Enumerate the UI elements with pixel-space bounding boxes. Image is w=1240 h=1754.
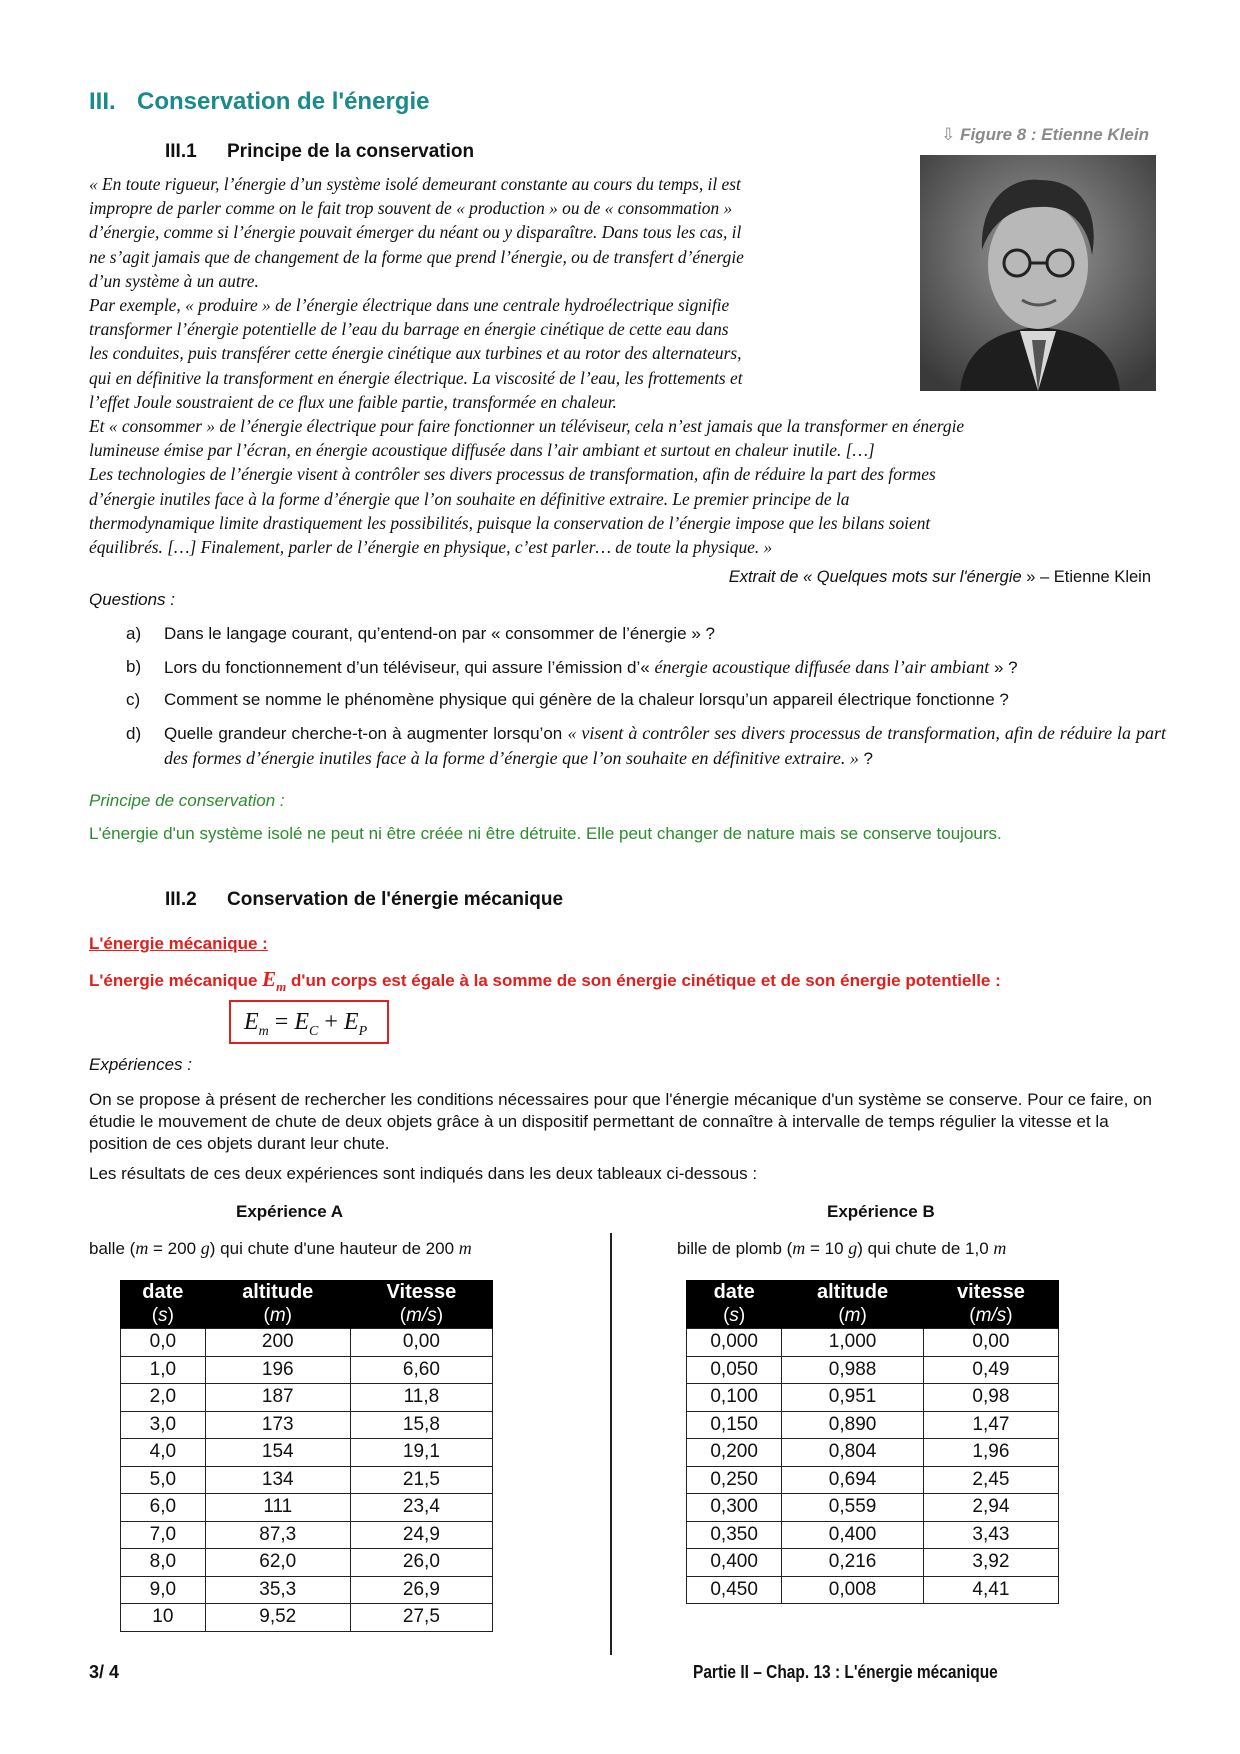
table-cell: 15,8 — [350, 1411, 492, 1439]
table-row — [687, 1494, 1059, 1522]
table-row — [121, 1411, 493, 1439]
formula-term1-sub: C — [309, 1023, 319, 1039]
mech-symbol-letter: E — [262, 967, 277, 991]
experience-a-description — [89, 1238, 472, 1259]
section-title-text: Conservation de l'énergie — [137, 88, 430, 115]
unit-text: m/s — [975, 1305, 1007, 1326]
table-row — [121, 1466, 493, 1494]
table-row — [121, 1356, 493, 1384]
formula-plus: + — [318, 1009, 344, 1035]
mech-symbol-sub: m — [276, 979, 287, 995]
table-cell: 0,890 — [782, 1411, 924, 1439]
quote-line: l’effet Joule soustraient de ce flux une faible partie, transformée en chaleur. — [89, 391, 617, 412]
quote-line: qui en définitive la transforment en énergie électrique. La viscosité de l’eau, les frottements et — [89, 367, 743, 388]
desc-unit-g: g — [200, 1238, 210, 1258]
desc-part: bille de plomb ( — [677, 1239, 793, 1258]
portrait-image-icon — [920, 155, 1156, 391]
experience-b-rows — [687, 1329, 1059, 1604]
table-cell: 10 — [121, 1604, 206, 1632]
desc-unit-g: g — [848, 1238, 858, 1258]
table-cell: 1,0 — [121, 1356, 206, 1384]
down-arrow-icon: ⇩ — [941, 125, 956, 144]
table-cell: 0,300 — [687, 1494, 782, 1522]
quote-line: d’un système à un autre. — [89, 270, 259, 291]
table-cell: 1,47 — [923, 1411, 1058, 1439]
section-number: III. — [89, 88, 116, 115]
column-unit: (m/s) — [923, 1304, 1058, 1329]
table-cell: 7,0 — [121, 1521, 206, 1549]
column-header: altitude — [782, 1280, 924, 1304]
quote-line: équilibrés. […] Finalement, parler de l’énergie en physique, c’est parler… de toute la physique. » — [89, 537, 773, 558]
table-cell: 0,694 — [782, 1466, 924, 1494]
table-cell: 6,0 — [121, 1494, 206, 1522]
table-cell: 3,92 — [923, 1549, 1058, 1577]
table-cell: 196 — [205, 1356, 350, 1384]
question-italic: énergie acoustique diffusée dans l’air ambiant — [654, 657, 990, 677]
table-cell: 5,0 — [121, 1466, 206, 1494]
quote-line: thermodynamique limite drastiquement les possibilités, puisque la conservation de l’énergie impose que les bilans soient — [89, 512, 931, 533]
table-cell: 21,5 — [350, 1466, 492, 1494]
table-cell: 0,350 — [687, 1521, 782, 1549]
table-cell: 9,52 — [205, 1604, 350, 1632]
quote-line: transformer l’énergie potentielle de l’eau du barrage en énergie cinétique de cette eau dans — [89, 319, 729, 340]
table-cell: 2,45 — [923, 1466, 1058, 1494]
table-cell: 0,559 — [782, 1494, 924, 1522]
formula-lhs: E — [244, 1009, 259, 1035]
principle-label: Principe de conservation : — [89, 791, 285, 810]
table-row — [687, 1329, 1059, 1357]
experiences-label: Expériences : — [89, 1055, 192, 1074]
table-cell: 62,0 — [205, 1549, 350, 1577]
quote-line: Par exemple, « produire » de l’énergie électrique dans une centrale hydroélectrique signifie — [89, 295, 730, 316]
table-row — [121, 1576, 493, 1604]
table-row — [121, 1329, 493, 1357]
table-cell: 0,00 — [923, 1329, 1058, 1357]
experience-b-table — [686, 1280, 1059, 1604]
table-cell: 0,988 — [782, 1356, 924, 1384]
question-text: Comment se nomme le phénomène physique qui génère de la chaleur lorsqu’un appareil électrique fonctionne ? — [164, 690, 1009, 709]
column-divider — [610, 1233, 612, 1655]
question-letter: b) — [126, 657, 142, 676]
subsection-number: III.1 — [165, 141, 197, 162]
question-b — [126, 655, 1166, 680]
table-cell: 35,3 — [205, 1576, 350, 1604]
quote-line: d’énergie, comme si l’énergie pouvait émerger du néant ou y disparaître. Dans tous les cas, il — [89, 222, 742, 243]
mech-formula-box — [229, 1000, 389, 1044]
portrait-photo — [920, 155, 1156, 391]
subsection-title-2 — [165, 889, 563, 911]
table-row — [121, 1604, 493, 1632]
table-cell: 1,96 — [923, 1439, 1058, 1467]
formula-term2: E — [343, 1009, 359, 1035]
table-cell: 0,450 — [687, 1576, 782, 1604]
table-cell: 0,0 — [121, 1329, 206, 1357]
column-unit: (m) — [205, 1304, 350, 1329]
table-cell: 0,49 — [923, 1356, 1058, 1384]
table-cell: 173 — [205, 1411, 350, 1439]
question-text: Lors du fonctionnement d’un téléviseur, qui assure l’émission d’« — [164, 658, 655, 677]
desc-part: ) qui chute d'une hauteur de 200 — [209, 1239, 459, 1258]
unit-text: s — [158, 1305, 168, 1326]
desc-part: balle ( — [89, 1239, 136, 1258]
questions-label: Questions : — [89, 590, 175, 609]
table-cell: 200 — [205, 1329, 350, 1357]
desc-unit-m: m — [993, 1238, 1007, 1258]
quote-wide — [89, 414, 1155, 559]
table-cell: 0,951 — [782, 1384, 924, 1412]
unit-text: s — [729, 1305, 739, 1326]
desc-part: ) qui chute de 1,0 — [857, 1239, 994, 1258]
column-unit: (m) — [782, 1304, 924, 1329]
formula-term1: E — [294, 1009, 310, 1035]
quote-narrow — [89, 172, 876, 414]
table-row — [687, 1439, 1059, 1467]
source-title: Quelques mots sur l'énergie — [816, 568, 1022, 586]
mech-symbol — [262, 967, 287, 995]
table-row — [687, 1521, 1059, 1549]
table-cell: 0,008 — [782, 1576, 924, 1604]
formula-equals: = — [268, 1009, 295, 1035]
mech-def-a: L'énergie mécanique — [89, 971, 263, 990]
table-cell: 0,200 — [687, 1439, 782, 1467]
question-letter: d) — [126, 724, 142, 743]
quote-source — [729, 568, 1151, 587]
quote-line: Et « consommer » de l’énergie électrique pour faire fonctionner un téléviseur, cela n’est jamais que la transformer en énergie — [89, 416, 965, 436]
desc-mass-symbol: m — [792, 1238, 806, 1258]
table-cell: 8,0 — [121, 1549, 206, 1577]
table-cell: 6,60 — [350, 1356, 492, 1384]
subsection-title-1 — [165, 141, 474, 163]
formula-lhs-sub: m — [258, 1023, 269, 1039]
table-row — [687, 1356, 1059, 1384]
formula-term2-sub: P — [358, 1023, 368, 1039]
column-unit: (m/s) — [350, 1304, 492, 1329]
experiences-paragraph-2: Les résultats de ces deux expériences sont indiqués dans les deux tableaux ci-dessous : — [89, 1164, 758, 1183]
experience-b-description — [677, 1238, 1006, 1259]
table-cell: 4,0 — [121, 1439, 206, 1467]
question-end: » ? — [989, 658, 1018, 677]
table-row — [121, 1521, 493, 1549]
table-row — [687, 1384, 1059, 1412]
mech-def-b: d'un corps est égale à la somme de son énergie cinétique et de son énergie potentielle : — [286, 971, 1001, 990]
question-letter: c) — [126, 690, 141, 709]
subsection-title-text: Principe de la conservation — [227, 141, 475, 162]
unit-text: m — [844, 1305, 861, 1326]
section-title — [89, 88, 429, 116]
table-cell: 111 — [205, 1494, 350, 1522]
question-letter: a) — [126, 624, 142, 643]
table-cell: 4,41 — [923, 1576, 1058, 1604]
experience-a-table — [120, 1280, 493, 1632]
quote-line: les conduites, puis transférer cette énergie cinétique aux turbines et au rotor des alternateurs, — [89, 343, 742, 364]
page-number: 3/ 4 — [89, 1662, 120, 1682]
table-cell: 154 — [205, 1439, 350, 1467]
quote-line: impropre de parler comme on le fait trop souvent de « production » ou de « consommation » — [89, 198, 733, 219]
desc-unit-m: m — [458, 1238, 472, 1258]
subsection-number: III.2 — [165, 889, 197, 910]
quote-line: lumineuse émise par l’écran, en énergie acoustique diffusée dans l’air ambiant et surtout en chaleur inutile. […] — [89, 440, 875, 461]
table-cell: 0,804 — [782, 1439, 924, 1467]
desc-mass-symbol: m — [135, 1238, 149, 1258]
table-cell: 0,98 — [923, 1384, 1058, 1412]
table-cell: 3,0 — [121, 1411, 206, 1439]
table-cell: 0,00 — [350, 1329, 492, 1357]
principle-text: L'énergie d'un système isolé ne peut ni être créée ni être détruite. Elle peut changer de nature mais se conserve toujours. — [89, 824, 1002, 843]
table-cell: 134 — [205, 1466, 350, 1494]
subsection-title-text: Conservation de l'énergie mécanique — [227, 889, 564, 910]
table-cell: 187 — [205, 1384, 350, 1412]
column-header: Vitesse — [350, 1280, 492, 1304]
source-author: » – Etienne Klein — [1021, 568, 1151, 586]
unit-text: m — [269, 1305, 286, 1326]
table-cell: 0,150 — [687, 1411, 782, 1439]
table-cell: 1,000 — [782, 1329, 924, 1357]
table-row — [121, 1494, 493, 1522]
column-header: date — [687, 1280, 782, 1304]
table-row — [121, 1549, 493, 1577]
unit-text: m/s — [406, 1305, 437, 1326]
table-cell: 0,400 — [687, 1549, 782, 1577]
table-cell: 2,94 — [923, 1494, 1058, 1522]
experience-b-title: Expérience B — [827, 1202, 935, 1221]
chapter-footer: Partie II – Chap. 13 : L'énergie mécanique — [693, 1662, 998, 1682]
column-unit: (s) — [121, 1304, 206, 1329]
table-cell: 26,9 — [350, 1576, 492, 1604]
experience-a-title: Expérience A — [236, 1202, 344, 1221]
table-cell: 2,0 — [121, 1384, 206, 1412]
table-cell: 0,050 — [687, 1356, 782, 1384]
experience-a-rows — [121, 1329, 493, 1632]
question-c — [126, 688, 1166, 712]
table-cell: 9,0 — [121, 1576, 206, 1604]
table-cell: 87,3 — [205, 1521, 350, 1549]
table-cell: 24,9 — [350, 1521, 492, 1549]
source-prefix: Extrait de « — [728, 568, 817, 586]
table-cell: 0,100 — [687, 1384, 782, 1412]
mech-label: L'énergie mécanique : — [89, 934, 268, 953]
table-cell: 11,8 — [350, 1384, 492, 1412]
table-row — [687, 1576, 1059, 1604]
quote-line: « En toute rigueur, l’énergie d’un système isolé demeurant constante au cours du temps, il est — [89, 174, 741, 194]
column-unit: (s) — [687, 1304, 782, 1329]
table-cell: 3,43 — [923, 1521, 1058, 1549]
table-cell: 27,5 — [350, 1604, 492, 1632]
table-cell: 19,1 — [350, 1439, 492, 1467]
column-header: date — [121, 1280, 206, 1304]
table-row — [687, 1466, 1059, 1494]
table-cell: 0,250 — [687, 1466, 782, 1494]
table-cell: 0,000 — [687, 1329, 782, 1357]
experiences-paragraph-1: On se propose à présent de rechercher les conditions nécessaires pour que l'énergie mécanique d'un système se conserve. Pour ce faire, on étudie le mouvement de chute de deux objets grâce à un dispositif permettant de connaître à intervalle de temps régulier la vitesse et la position de ces objets durant leur chute. — [89, 1090, 1152, 1153]
question-a — [126, 622, 1166, 646]
table-row — [121, 1439, 493, 1467]
desc-part: = 200 — [148, 1239, 201, 1258]
table-row — [687, 1411, 1059, 1439]
column-header: vitesse — [923, 1280, 1058, 1304]
table-row — [121, 1384, 493, 1412]
question-text: Quelle grandeur cherche-t-on à augmenter lorsqu’on — [164, 724, 568, 743]
desc-part: = 10 — [805, 1239, 849, 1258]
quote-line: ne s’agit jamais que de changement de la forme que prend l’énergie, ou de transfert d’énergie — [89, 246, 744, 267]
question-italic: « visent à contrôler ses divers processus de transformation, afin de réduire la part des formes d’énergie inutiles face à la forme d’énergie que l’on souhaite en définitive extraire. » — [164, 723, 1167, 768]
figure-caption-text: Figure 8 : Etienne Klein — [960, 125, 1149, 144]
question-end: ? — [858, 749, 874, 768]
table-cell: 23,4 — [350, 1494, 492, 1522]
column-header: altitude — [205, 1280, 350, 1304]
table-cell: 26,0 — [350, 1549, 492, 1577]
question-text: Dans le langage courant, qu’entend-on par « consommer de l’énergie » ? — [164, 624, 715, 643]
table-cell: 0,400 — [782, 1521, 924, 1549]
table-cell: 0,216 — [782, 1549, 924, 1577]
question-d — [126, 721, 1166, 771]
table-row — [687, 1549, 1059, 1577]
figure-caption — [941, 125, 1149, 145]
mech-definition — [89, 967, 1001, 995]
quote-line: Les technologies de l’énergie visent à contrôler ses divers processus de transformation, afin de réduire la part des formes — [89, 464, 936, 485]
quote-line: d’énergie inutiles face à la forme d’énergie que l’on souhaite en définitive extraire. Le premier principe de la — [89, 488, 850, 509]
